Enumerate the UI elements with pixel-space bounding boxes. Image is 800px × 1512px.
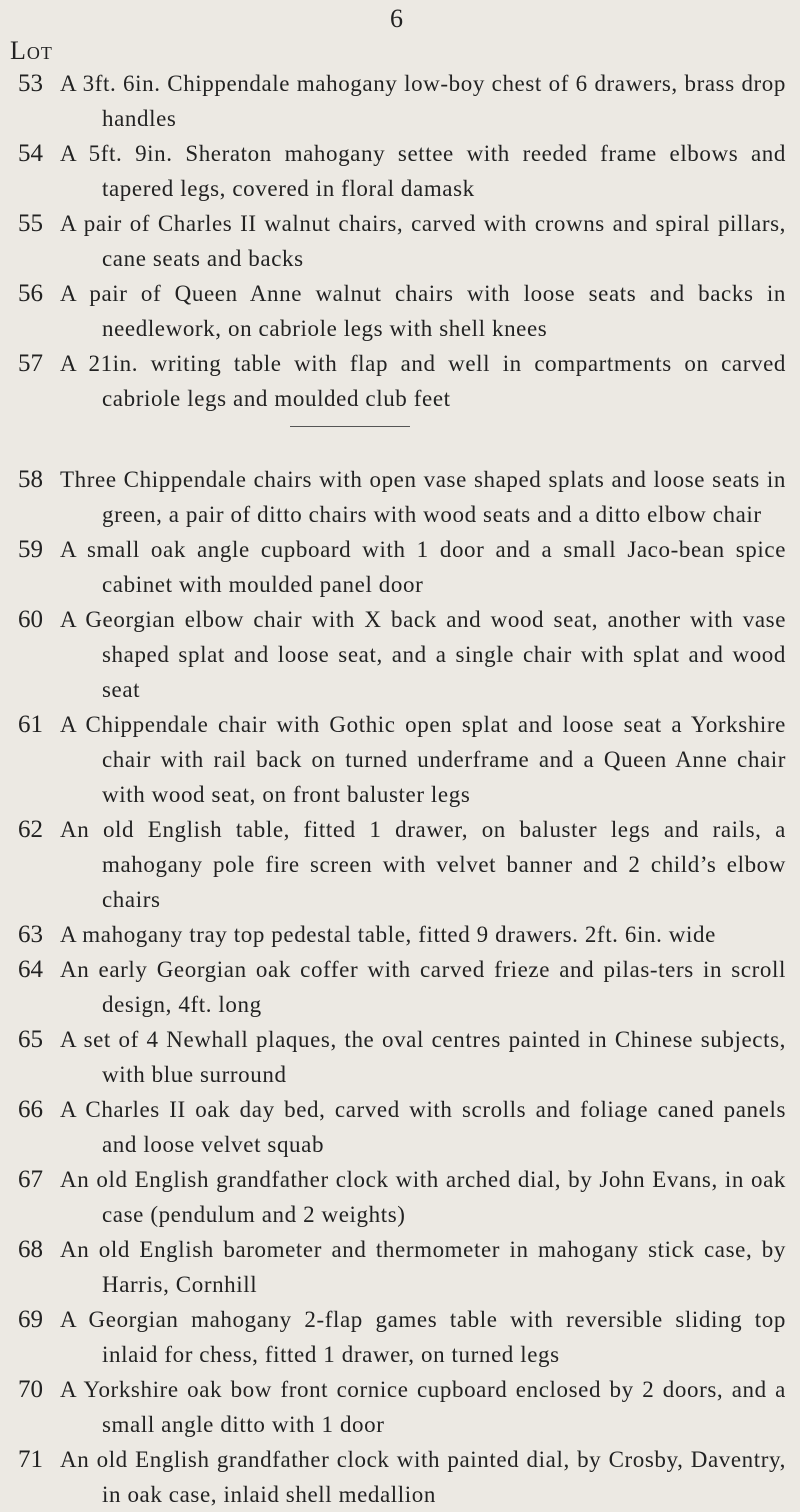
lot-number: 56 [18,280,43,307]
lot-description: A Chippendale chair with Gothic open splat and loose seat a Yorkshire chair with rail back on turned underframe and a Queen Anne chair with wood seat, on front baluster legs [60,712,786,807]
lot-description: A small oak angle cupboard with 1 door and a small Jaco-bean spice cabinet with moulded panel door [60,537,786,597]
lot-column-header: Lot [10,36,53,65]
lot-entry [0,1302,800,1372]
lot-number: 57 [18,350,43,377]
lot-entry [0,952,800,1022]
lot-description: A Georgian mahogany 2-flap games table with reversible sliding top inlaid for chess, fitted 1 drawer, on turned legs [60,1307,786,1367]
lot-number: 64 [18,956,43,983]
lot-description: Three Chippendale chairs with open vase shaped splats and loose seats in green, a pair of ditto chairs with wood seats and a ditto elbow chair [60,467,786,527]
lot-group-second [0,462,800,1512]
lot-number: 59 [18,536,43,563]
lot-number: 65 [18,1026,43,1053]
lot-number: 60 [18,606,43,633]
lot-description: A Yorkshire oak bow front cornice cupboard enclosed by 2 doors, and a small angle ditto with 1 door [60,1377,786,1437]
lot-description: A Charles II oak day bed, carved with scrolls and foliage caned panels and loose velvet squab [60,1097,786,1157]
lot-number: 54 [18,140,43,167]
lot-entry [0,276,800,346]
lot-description: A 21in. writing table with flap and well in compartments on carved cabriole legs and moulded club feet [60,351,786,411]
lot-description: An old English grandfather clock with arched dial, by John Evans, in oak case (pendulum and 2 weights) [60,1167,786,1227]
lot-description: A Georgian elbow chair with X back and wood seat, another with vase shaped splat and loose seat, and a single chair with splat and wood seat [60,607,786,702]
lot-entry [0,707,800,812]
lot-description: An old English barometer and thermometer in mahogany stick case, by Harris, Cornhill [60,1237,786,1297]
lot-description: A mahogany tray top pedestal table, fitted 9 drawers. 2ft. 6in. wide [60,922,716,947]
lot-entry [0,462,800,532]
lot-entry [0,1092,800,1162]
lot-description: An old English grandfather clock with painted dial, by Crosby, Daventry, in oak case, inlaid shell medallion [60,1447,786,1507]
lot-entry [0,1232,800,1302]
lot-entries [0,66,800,1512]
lot-entry [0,602,800,707]
lot-description: An old English table, fitted 1 drawer, on baluster legs and rails, a mahogany pole fire screen with velvet banner and 2 child’s elbow chairs [60,817,786,912]
lot-number: 68 [18,1236,43,1263]
lot-number: 71 [18,1446,43,1473]
lot-number: 66 [18,1096,43,1123]
lot-group-first [0,66,800,416]
lot-entry [0,136,800,206]
lot-description: A 3ft. 6in. Chippendale mahogany low-boy chest of 6 drawers, brass drop handles [60,71,786,131]
lot-number: 53 [18,70,43,97]
lot-entry [0,1022,800,1092]
lot-description: A 5ft. 9in. Sheraton mahogany settee with reeded frame elbows and tapered legs, covered in floral damask [60,141,786,201]
lot-entry [0,1162,800,1232]
lot-entry [0,1372,800,1442]
lot-number: 63 [18,921,43,948]
lot-entry [0,812,800,917]
lot-entry [0,1442,800,1512]
lot-entry [0,532,800,602]
lot-number: 67 [18,1166,43,1193]
lot-number: 62 [18,816,43,843]
page-number: 6 [390,4,404,33]
lot-entry [0,917,800,952]
lot-entry [0,346,800,416]
lot-number: 69 [18,1306,43,1333]
lot-description: A pair of Charles II walnut chairs, carved with crowns and spiral pillars, cane seats and backs [60,211,786,271]
lot-number: 70 [18,1376,43,1403]
lot-description: An early Georgian oak coffer with carved frieze and pilas-ters in scroll design, 4ft. long [60,957,786,1017]
section-divider [290,426,410,427]
lot-entry [0,206,800,276]
lot-number: 61 [18,711,43,738]
lot-description: A set of 4 Newhall plaques, the oval centres painted in Chinese subjects, with blue surround [60,1027,786,1087]
lot-entry [0,66,800,136]
lot-number: 55 [18,210,43,237]
lot-description: A pair of Queen Anne walnut chairs with loose seats and backs in needlework, on cabriole legs with shell knees [60,281,786,341]
lot-number: 58 [18,466,43,493]
